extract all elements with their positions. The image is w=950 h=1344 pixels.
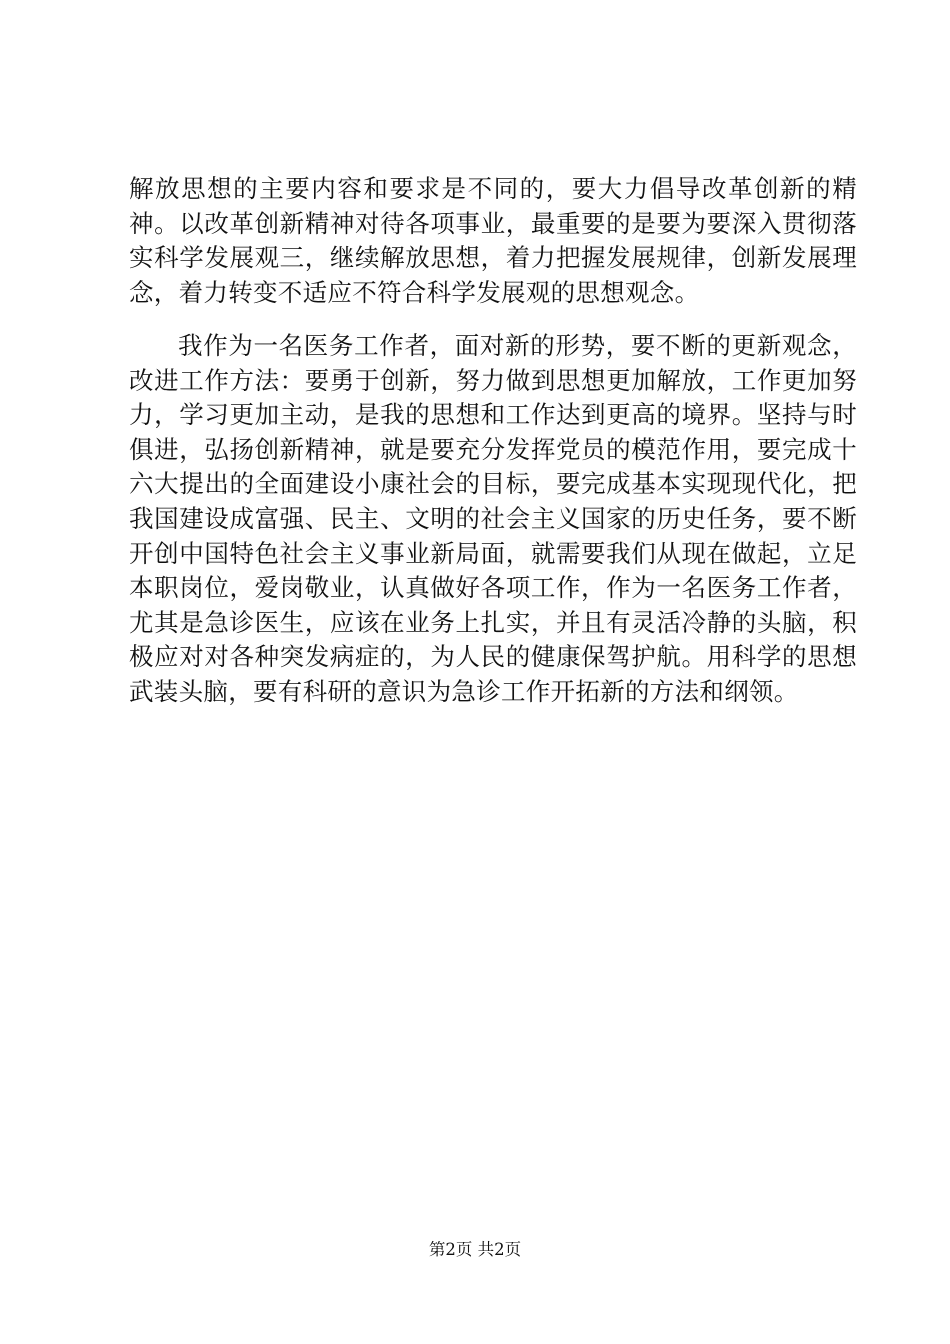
body-paragraph-1: 解放思想的主要内容和要求是不同的，要大力倡导改革创新的精神。以改革创新精神对待各项事业，最重要的是要为要深入贯彻落实科学发展观三，继续解放思想，着力把握发展规律，创新发展理念，着力转变不适应不符合科学发展观的思想观念。 — [129, 174, 857, 307]
page-number-footer: 第2页 共2页 — [428, 1240, 522, 1259]
body-paragraph-2: 我作为一名医务工作者，面对新的形势，要不断的更新观念，改进工作方法：要勇于创新，努力做到思想更加解放，工作更加努力，学习更加主动，是我的思想和工作达到更高的境界。坚持与时俱进，弘扬创新精神，就是要充分发挥党员的模范作用，要完成十六大提出的全面建设小康社会的目标，要完成基本实现现代化，把我国建设成富强、民主、文明的社会主义国家的历史任务，要不断开创中国特色社会主义事业新局面，就需要我们从现在做起，立足本职岗位，爱岗敬业，认真做好各项工作，作为一名医务工作者，尤其是急诊医生，应该在业务上扎实，并且有灵活冷静的头脑，积极应对对各种突发病症的，为人民的健康保驾护航。用科学的思想武装头脑，要有科研的意识为急诊工作开拓新的方法和纲领。 — [129, 331, 857, 706]
